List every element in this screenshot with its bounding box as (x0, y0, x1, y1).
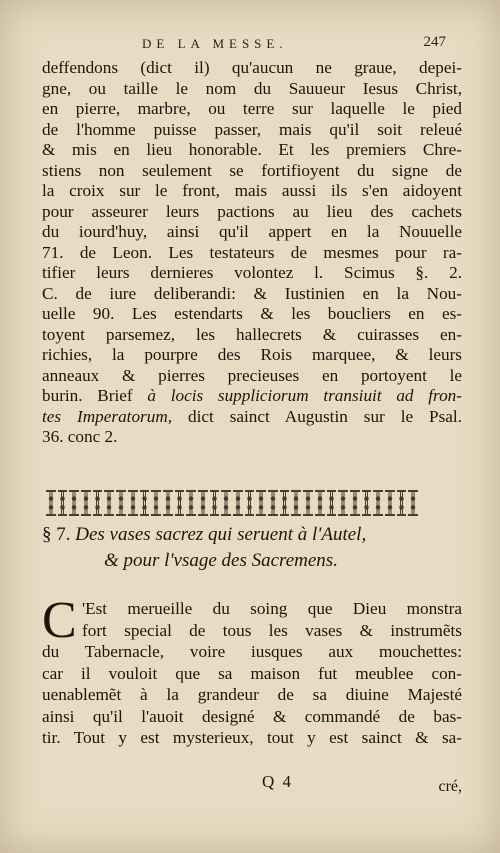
text-line: tifier leurs dernieres volontez l. Scimus §. 2. (42, 263, 462, 282)
text-line: uenablemẽt à la grandeur de sa diuine Majesté (42, 685, 462, 704)
text-line-mixed (42, 407, 462, 428)
text-line: toyent parsemez, les hallecrets & cuirasses en- (42, 324, 462, 344)
paragraph-1 (42, 58, 462, 448)
text-line: 'Est merueille du soing que Dieu monstra (82, 599, 462, 618)
text-line: pour asseurer leurs pactions au lieu des cachets (42, 201, 462, 221)
text-line: car il vouloit que sa maison fut meublee con- (42, 663, 462, 683)
text-segment: burin. Brief (42, 386, 133, 405)
text-line: & mis en lieu honorable. Et les premiers Chre- (42, 140, 462, 159)
section-title-line-1 (42, 522, 462, 548)
text-line: fort special de tous les vases & instrumẽts (82, 620, 462, 640)
text-line: richies, la pourpre des Rois marquee, & leurs (42, 345, 462, 364)
text-line: du iourd'huy, ainsi qu'il appert en la Nouuelle (42, 222, 462, 241)
catchword: cré, (438, 778, 462, 795)
section-title-line-2: & pour l'vsage des Sacremens. (104, 550, 338, 571)
text-line-mixed (42, 386, 462, 407)
text-line: en pierre, marbre, ou terre sur laquelle le pied (42, 99, 462, 118)
text-line: la croix sur le front, mais aussi ils s'en aidoyent (42, 181, 462, 200)
signature-mark: Q 4 (262, 772, 294, 791)
section-title-text: Des vases sacrez qui seruent à l'Autel, (75, 524, 367, 545)
text-line: ainsi qu'il l'auoit designé & commandé de bas- (42, 706, 462, 726)
text-segment: dict sainct Augustin sur le Psal. (188, 406, 462, 426)
page-number: 247 (423, 34, 446, 50)
text-line: 36. conc 2. (42, 427, 118, 446)
text-line: C. de iure deliberandi: & Iustinien en la Nou- (42, 283, 462, 303)
text-line: anneaux & pierres precieuses en portoyent le (42, 365, 462, 385)
paragraph-2 (42, 592, 462, 749)
text-line: stiens non seulement se fortifioyent du signe de (42, 160, 462, 180)
text-line: du Tabernacle, voire iusques aux mouchettes: (42, 642, 462, 661)
section-heading (42, 522, 462, 574)
text-line: gne, ou taille le nom du Sauueur Iesus Christ, (42, 78, 462, 98)
text-line: deffendons (dict il) qu'aucun ne graue, depei- (42, 58, 462, 77)
section-number: § 7. (42, 524, 71, 545)
running-head (50, 34, 450, 56)
text-line: 71. de Leon. Les testateurs de mesmes pour ra- (42, 242, 462, 262)
latin-quote: à locis suppliciorum transiuit ad fron- (147, 386, 462, 405)
text-line: tir. Tout y est mysterieux, tout y est sainct & sa- (42, 728, 462, 747)
latin-quote-end: tes Imperatorum, (42, 406, 173, 426)
text-line: uelle 90. Les estendarts & les boucliers en es- (42, 304, 462, 323)
running-head-title: DE LA MESSE. (142, 36, 288, 51)
drop-cap: C (42, 592, 77, 649)
text-line: de l'homme puisse passer, mais qu'il soit releué (42, 119, 462, 139)
ornamental-border (46, 490, 418, 516)
